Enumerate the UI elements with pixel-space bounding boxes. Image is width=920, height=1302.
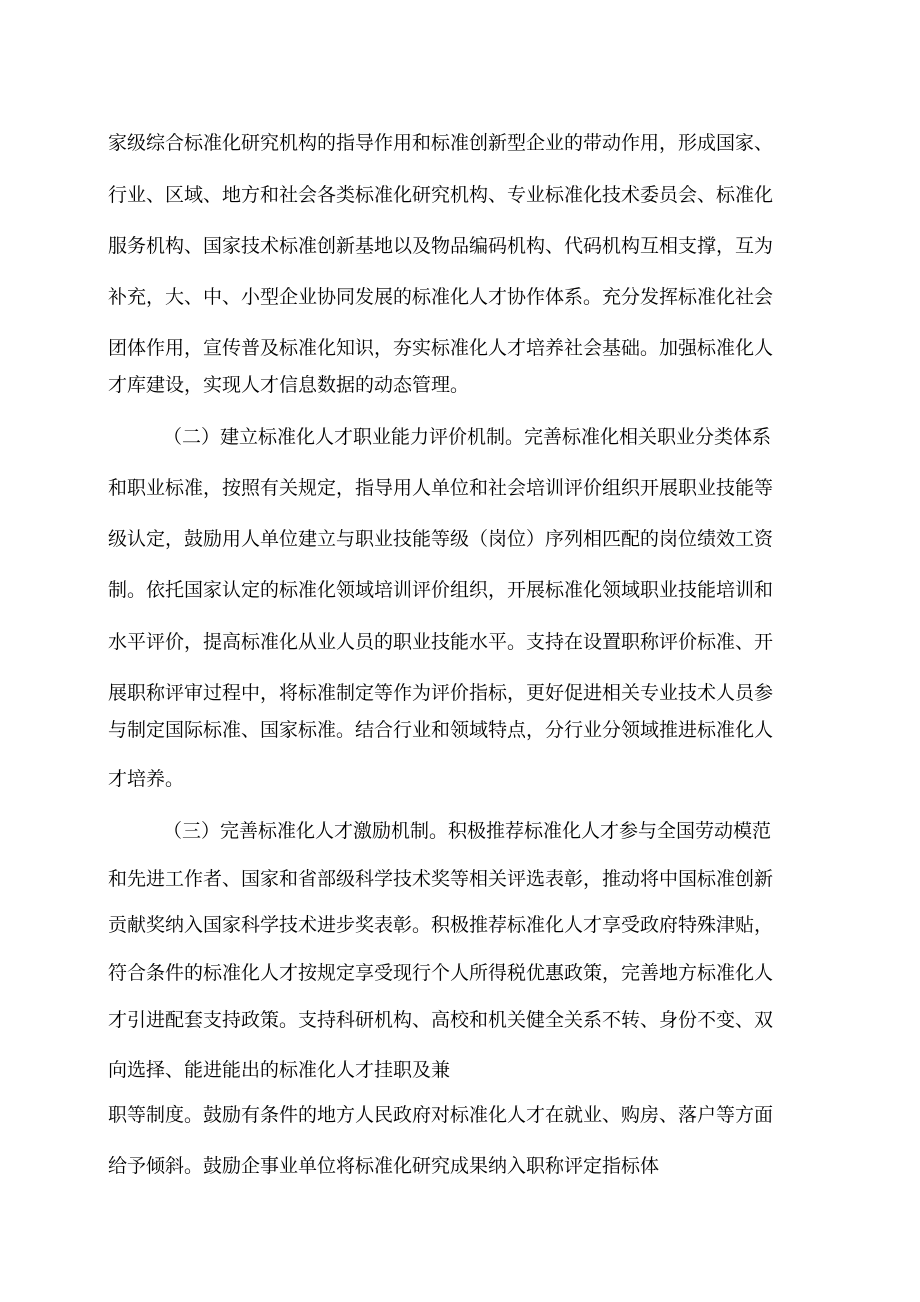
text-line: 制。依托国家认定的标准化领域培训评价组织，开展标准化领域职业技能培训和 [108,579,774,601]
text-line: 级认定，鼓励用人单位建立与职业技能等级（岗位）序列相匹配的岗位绩效工资 [108,528,774,550]
text-line: 与制定国际标准、国家标准。结合行业和领域特点，分行业分领域推进标准化人 [108,719,774,741]
text-line: 展职称评审过程中，将标准制定等作为评价指标，更好促进相关专业技术人员参 [108,682,774,704]
text-line: 职等制度。鼓励有条件的地方人民政府对标准化人才在就业、购房、落户等方面 [108,1104,774,1126]
paragraph-heading-2: （二）建立标准化人才职业能力评价机制。完善标准化相关职业分类体系 [163,426,772,448]
text-line: 补充，大、中、小型企业协同发展的标准化人才协作体系。充分发挥标准化社会 [108,286,774,308]
text-line: 给予倾斜。鼓励企事业单位将标准化研究成果纳入职称评定指标体 [108,1155,660,1177]
paragraph-heading-3: （三）完善标准化人才激励机制。积极推荐标准化人才参与全国劳动模范 [163,820,772,842]
text-line: 贡献奖纳入国家科学技术进步奖表彰。积极推荐标准化人才享受政府特殊津贴， [108,914,774,936]
text-line: 水平评价，提高标准化从业人员的职业技能水平。支持在设置职称评价标准、开 [108,631,774,653]
text-line: 家级综合标准化研究机构的指导作用和标准创新型企业的带动作用，形成国家、 [108,132,774,154]
text-line: 才库建设，实现人才信息数据的动态管理。 [108,374,470,396]
text-line: 服务机构、国家技术标准创新基地以及物品编码机构、代码机构互相支撑，互为 [108,235,774,257]
text-line: 团体作用，宣传普及标准化知识，夯实标准化人才培养社会基础。加强标准化人 [108,337,774,359]
text-line: 和职业标准，按照有关规定，指导用人单位和社会培训评价组织开展职业技能等 [108,477,774,499]
text-line: 符合条件的标准化人才按规定享受现行个人所得税优惠政策，完善地方标准化人 [108,962,774,984]
text-line: 才引进配套支持政策。支持科研机构、高校和机关健全关系不转、身份不变、双 [108,1009,774,1031]
text-line: 向选择、能进能出的标准化人才挂职及兼 [108,1059,451,1081]
text-line: 和先进工作者、国家和省部级科学技术奖等相关评选表彰，推动将中国标准创新 [108,868,774,890]
text-line: 才培养。 [108,768,185,790]
text-line: 行业、区域、地方和社会各类标准化研究机构、专业标准化技术委员会、标准化 [108,184,774,206]
